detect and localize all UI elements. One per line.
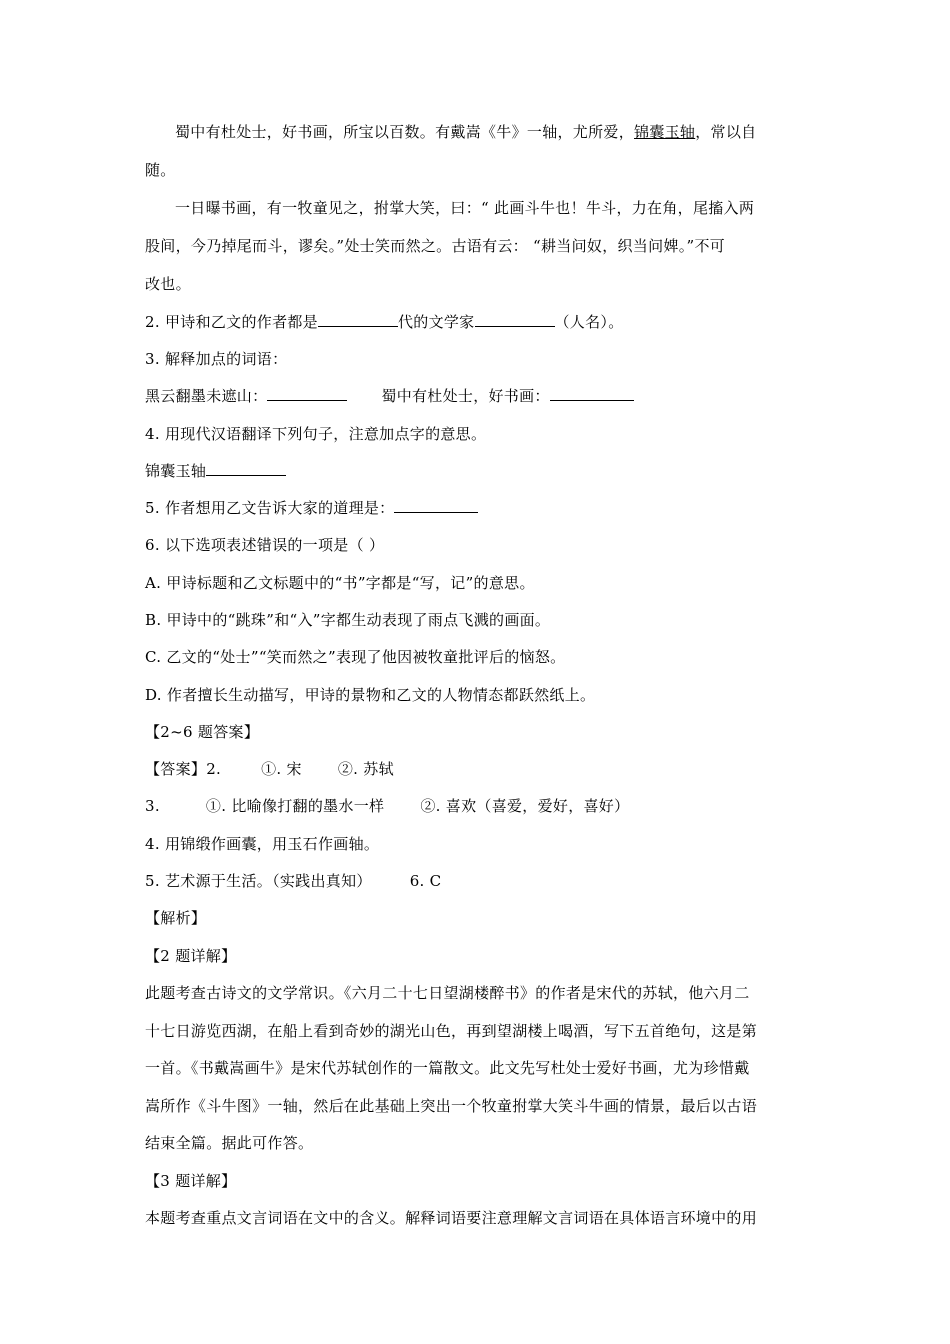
detail-2-line: [145, 1096, 815, 1116]
answer-text: 【答案】2.: [145, 760, 222, 778]
detail-2-line: [145, 1021, 815, 1041]
option-text: D. 作者擅长生动描写，甲诗的景物和乙文的人物情态都跃然纸上。: [145, 686, 596, 704]
question-2: [145, 312, 815, 332]
detail-2-line: [145, 1133, 815, 1153]
passage-line: [175, 198, 845, 218]
option-text: C. 乙文的“处士”“笑而然之”表现了他因被牧童批评后的恼怒。: [145, 648, 566, 666]
option-text: A. 甲诗标题和乙文标题中的“书”字都是“写，记”的意思。: [145, 574, 535, 592]
question-text: 锦囊玉轴: [145, 462, 207, 480]
answer-text: 5. 艺术源于生活。（实践出真知）: [145, 872, 372, 890]
section-heading: 【解析】: [145, 909, 207, 927]
analysis-text: 此题考查古诗文的文学常识。《六月二十七日望湖楼醉书》的作者是宋代的苏轼，他六月二: [145, 984, 750, 1002]
question-text: 5. 作者想用乙文告诉大家的道理是：: [145, 499, 395, 517]
option-a: [145, 573, 815, 593]
answer-text: 4. 用锦缎作画囊，用玉石作画轴。: [145, 835, 380, 853]
section-heading: 【2 题详解】: [145, 947, 237, 965]
analysis-header: [145, 908, 815, 928]
analysis-text: 嵩所作《斗牛图》一轴，然后在此基础上突出一个牧童拊掌大笑斗牛画的情景，最后以古语: [145, 1097, 758, 1115]
question-4: [145, 424, 815, 444]
passage-text: 一日曝书画，有一牧童见之，拊掌大笑，曰：“ 此画斗牛也！牛斗，力在角，尾搐入两: [175, 199, 755, 217]
answer-blank[interactable]: [267, 386, 347, 401]
answer-blank[interactable]: [475, 312, 555, 327]
question-text: 4. 用现代汉语翻译下列句子，注意加点字的意思。: [145, 425, 487, 443]
passage-text: 改也。: [145, 275, 191, 293]
answer-blank[interactable]: [318, 312, 398, 327]
passage-text: 蜀中有杜处士，好书画，所宝以百数。有戴嵩《牛》一轴，尤所爱，: [175, 123, 635, 141]
detail-2-header: [145, 946, 815, 966]
question-text: 2. 甲诗和乙文的作者都是: [145, 313, 318, 331]
question-4-item: [145, 461, 815, 481]
option-d: [145, 685, 815, 705]
question-5: [145, 498, 815, 518]
passage-line: [145, 160, 815, 180]
answer-5-6: [145, 871, 815, 891]
question-text: （人名）。: [554, 313, 624, 331]
option-c: [145, 647, 815, 667]
underlined-phrase: 锦囊玉轴: [634, 123, 696, 141]
option-text: B. 甲诗中的“跳珠”和“入”字都生动表现了雨点飞溅的画面。: [145, 611, 551, 629]
question-3-items: [145, 386, 815, 406]
passage-line: [175, 122, 845, 142]
question-text: 蜀中有杜处士，好书画：: [381, 387, 550, 405]
answer-text: ①. 比喻像打翻的墨水一样: [205, 797, 385, 815]
answers-header: [145, 722, 815, 742]
analysis-text: 结束全篇。据此可作答。: [145, 1134, 314, 1152]
detail-2-line: [145, 983, 815, 1003]
answer-blank[interactable]: [550, 386, 634, 401]
detail-3-header: [145, 1171, 815, 1191]
passage-text: ，常以自: [695, 123, 757, 141]
analysis-text: 十七日游览西湖，在船上看到奇妙的湖光山色，再到望湖楼上喝酒，写下五首绝句，这是第: [145, 1022, 758, 1040]
answer-text: ②. 苏轼: [337, 760, 394, 778]
answer-text: ②. 喜欢（喜爱，爱好，喜好）: [420, 797, 630, 815]
question-6: [145, 535, 815, 555]
answer-3: [145, 796, 815, 816]
detail-3-line: [145, 1208, 815, 1228]
passage-line: [145, 274, 815, 294]
passage-text: 随。: [145, 161, 176, 179]
option-b: [145, 610, 815, 630]
detail-2-line: [145, 1058, 815, 1078]
answer-2: [145, 759, 815, 779]
analysis-text: 一首。《书戴嵩画牛》是宋代苏轼创作的一篇散文。此文先写杜处士爱好书画，尤为珍惜戴: [145, 1059, 750, 1077]
answer-blank[interactable]: [206, 461, 286, 476]
answer-text: 6. C: [409, 872, 442, 890]
section-heading: 【3 题详解】: [145, 1172, 237, 1190]
answer-text: 3.: [145, 797, 160, 815]
question-text: 黑云翻墨未遮山：: [145, 387, 268, 405]
section-heading: 【2~6 题答案】: [145, 723, 260, 741]
question-text: 6. 以下选项表述错误的一项是（ ）: [145, 536, 385, 554]
answer-4: [145, 834, 815, 854]
passage-line: [145, 236, 815, 256]
answer-text: ①. 宋: [261, 760, 302, 778]
analysis-text: 本题考查重点文言词语在文中的含义。解释词语要注意理解文言词语在具体语言环境中的用: [145, 1209, 758, 1227]
passage-text: 股间，今乃掉尾而斗，谬矣。”处士笑而然之。古语有云： “耕当问奴，织当问婢。”不可: [145, 237, 726, 255]
question-text: 代的文学家: [397, 313, 475, 331]
question-text: 3. 解释加点的词语：: [145, 350, 288, 368]
question-3: [145, 349, 815, 369]
answer-blank[interactable]: [394, 498, 478, 513]
